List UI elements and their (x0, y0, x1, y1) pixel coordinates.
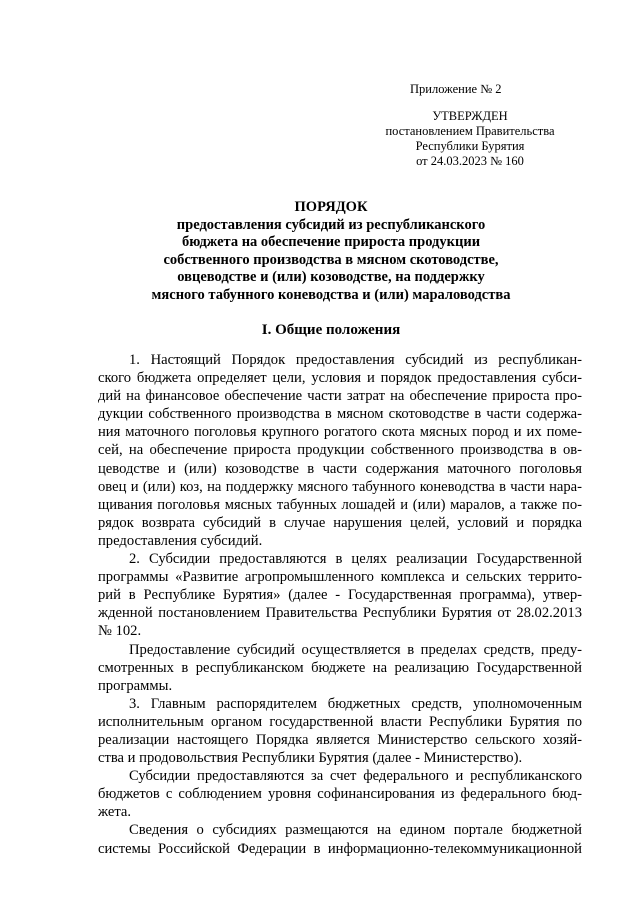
approval-line: Республики Бурятия (415, 139, 525, 153)
text-line: программы. (98, 677, 173, 694)
text-line: Сведения о субсидиях размещаются на едином портале бюджетной (129, 822, 582, 839)
text-line: дукции собственного производства в мясном скотоводстве в части содержа- (98, 406, 582, 423)
document-title (80, 199, 582, 304)
title-line: ПОРЯДОК (294, 199, 368, 215)
text-line: реализации настоящего Порядка является Министерство сельского хозяй- (98, 731, 582, 748)
text-line: 2. Субсидии предоставляются в целях реализации Государственной (129, 551, 582, 568)
section-heading: I. Общие положения (261, 322, 401, 338)
approval-line: от 24.03.2023 № 160 (416, 154, 524, 168)
paragraph (98, 767, 582, 821)
appendix-label: Приложение № 2 (410, 82, 502, 96)
text-line: рядок возврата субсидий в случае нарушения целей, условий и порядка (98, 514, 582, 531)
text-line: сей, на обеспечение прироста продукции собственного производства в ов- (98, 442, 582, 459)
text-line: смотренных в республиканском бюджете на реализацию Государственной (98, 659, 582, 676)
text-line: бюджетов с соблюдением уровня софинансирования из федерального бюд- (98, 786, 582, 803)
text-line: Субсидии предоставляются за счет федерального и республиканского (129, 768, 582, 785)
paragraph (98, 821, 582, 857)
text-line: жденной постановлением Правительства Республики Бурятия от 28.02.2013 (98, 605, 582, 622)
text-line: жета. (98, 804, 132, 821)
text-line: системы Российской Федерации в информационно-телекоммуникационной (98, 840, 582, 857)
title-line: бюджета на обеспечение прироста продукции (181, 234, 481, 250)
text-line: щивания поголовья мясных табунных лошадей и (или) маралов, а также по- (98, 496, 582, 513)
text-line: дий на финансовое обеспечение части затрат на обеспечение прироста про- (98, 388, 582, 405)
approval-line: УТВЕРЖДЕН (432, 109, 508, 123)
title-line: предоставления субсидий из республиканского (176, 216, 486, 233)
title-line: собственного производства в мясном скотоводстве, (163, 251, 499, 268)
text-line: цеводстве и (или) козоводстве в части содержания маточного поголовья (98, 460, 582, 477)
text-line: 1. Настоящий Порядок предоставления субсидий из республикан- (129, 352, 582, 368)
text-line: овец и (или) коз, на поддержку мясного табунного коневодства в части нара- (98, 478, 582, 495)
paragraph (98, 550, 582, 640)
text-line: предоставления субсидий. (98, 532, 263, 549)
text-line: 3. Главным распорядителем бюджетных средств, уполномоченным (129, 695, 582, 712)
title-line: овцеводстве и (или) козоводстве, на поддержку (177, 269, 485, 285)
paragraph (98, 351, 582, 550)
text-line: программы «Развитие агропромышленного комплекса и сельских террито- (98, 569, 582, 586)
text-line: исполнительным органом государственной власти Республики Бурятия по (98, 713, 582, 730)
approval-line: постановлением Правительства (385, 124, 555, 138)
paragraph (98, 695, 582, 767)
paragraph (98, 641, 582, 695)
title-line: мясного табунного коневодства и (или) мараловодства (151, 286, 511, 303)
text-line: ства и продовольствия Республики Бурятия (далее - Министерство). (98, 750, 523, 767)
text-line: рий в Республике Бурятия» (далее - Государственная программа), утвер- (98, 587, 582, 604)
text-line: № 102. (98, 623, 142, 640)
text-line: ского бюджета определяет цели, условия и порядок предоставления субси- (98, 370, 582, 387)
text-line: ния маточного поголовья крупного рогатого скота мясных пород и их поме- (98, 424, 582, 441)
approval-stamp (363, 109, 577, 169)
body-text (98, 351, 582, 858)
text-line: Предоставление субсидий осуществляется в пределах средств, преду- (129, 641, 582, 658)
